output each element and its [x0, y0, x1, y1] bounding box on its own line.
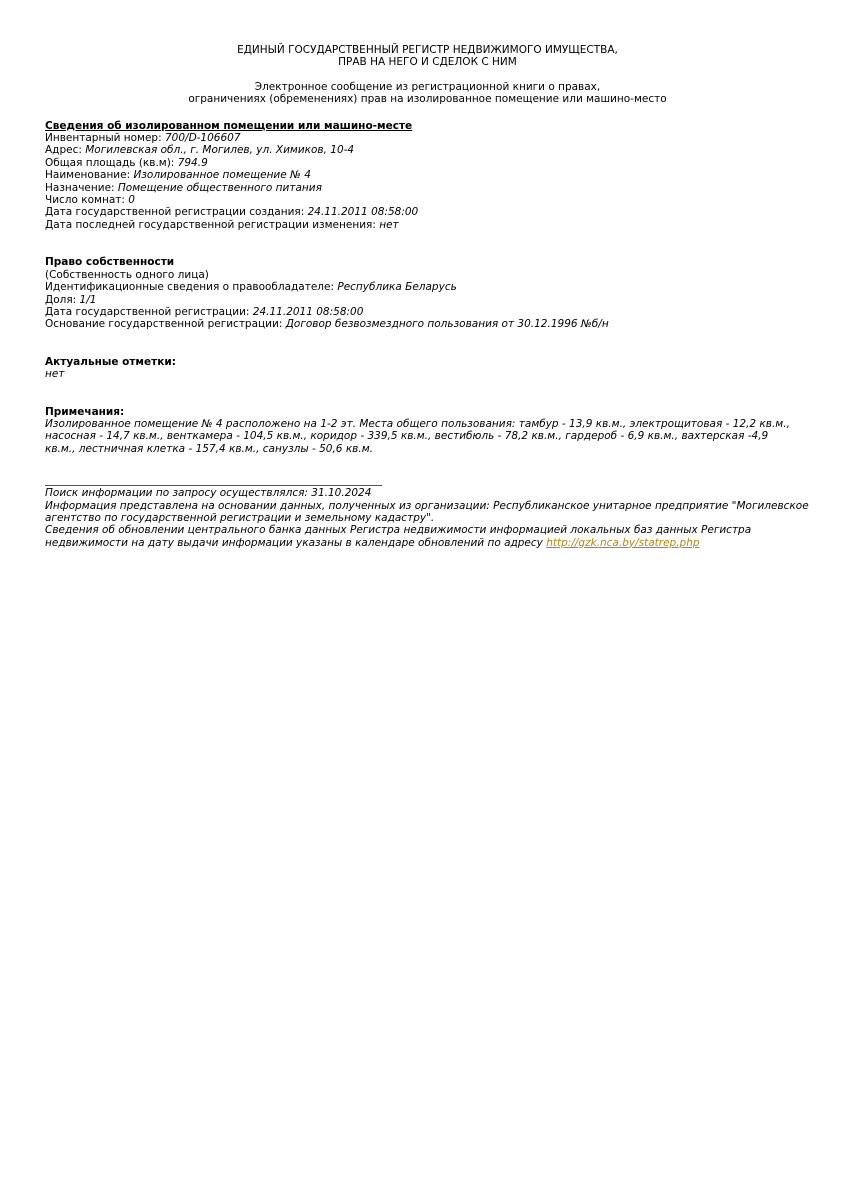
field-value: Могилевская обл., г. Могилев, ул. Химиков, 10-4	[85, 144, 355, 157]
field-label: Идентификационные сведения о правообладателе:	[45, 281, 338, 294]
footer-section	[45, 485, 810, 549]
marks-heading: Актуальные отметки:	[45, 355, 176, 368]
field-last-change-registration-date	[45, 219, 810, 231]
field-value: 24.11.2011 08:58:00	[307, 206, 419, 219]
footer-divider	[45, 485, 382, 486]
notes-line-3: кв.м., лестничная клетка - 157,4 кв.м., санузлы - 50,6 кв.м.	[45, 442, 373, 455]
field-total-area	[45, 157, 810, 169]
ownership-type: (Собственность одного лица)	[45, 268, 209, 281]
title-line-1: ЕДИНЫЙ ГОСУДАРСТВЕННЫЙ РЕГИСТР НЕДВИЖИМОГО ИМУЩЕСТВА,	[237, 44, 618, 56]
statrep-link[interactable]: http://gzk.nca.by/statrep.php	[546, 536, 700, 549]
footer-search-date: Поиск информации по запросу осуществлялся: 31.10.2024	[45, 487, 372, 500]
field-share	[45, 294, 810, 306]
title-line-2: ПРАВ НА НЕГО И СДЕЛОК С НИМ	[338, 56, 517, 69]
field-name	[45, 169, 810, 181]
field-label: Доля:	[45, 293, 80, 306]
field-label: Основание государственной регистрации:	[45, 318, 286, 331]
document-title	[45, 44, 810, 69]
footer-update-line-1: Сведения об обновлении центрального банка данных Регистра недвижимости информацией локальных баз данных Регистра	[45, 524, 752, 537]
field-label: Дата последней государственной регистрации изменения:	[45, 218, 380, 231]
marks-value: нет	[45, 368, 65, 381]
footer-source-line-1: Информация представлена на основании данных, полученных из организации: Республиканское унитарное предприятие "Могилевское	[45, 499, 809, 512]
subtitle-line-1: Электронное сообщение из регистрационной книги о правах,	[254, 80, 601, 93]
field-rooms-count	[45, 194, 810, 206]
footer-source-line-2: агентство по государственной регистрации и земельному кадастру".	[45, 511, 435, 524]
notes-section	[45, 406, 810, 456]
field-purpose	[45, 182, 810, 194]
field-value: Помещение общественного питания	[117, 181, 322, 194]
field-creation-registration-date	[45, 206, 810, 218]
field-label: Общая площадь (кв.м):	[45, 156, 178, 169]
field-right-holder	[45, 281, 810, 293]
subtitle-line-2: ограничениях (обременениях) прав на изолированное помещение или машино-место	[188, 93, 667, 106]
field-label: Инвентарный номер:	[45, 132, 165, 145]
document-page	[45, 44, 810, 549]
field-value: Республика Беларусь	[337, 281, 457, 294]
ownership-heading: Право собственности	[45, 256, 175, 269]
field-label: Дата государственной регистрации:	[45, 305, 253, 318]
notes-heading: Примечания:	[45, 405, 125, 418]
field-value: Изолированное помещение № 4	[133, 169, 311, 182]
marks-section	[45, 356, 810, 381]
field-registration-basis	[45, 318, 810, 330]
premises-section	[45, 120, 810, 232]
field-value: 1/1	[79, 293, 97, 306]
field-inventory-number	[45, 132, 810, 144]
notes-line-1: Изолированное помещение № 4 расположено на 1-2 эт. Места общего пользования: тамбур - 13,9 кв.м., электрощитовая - 12,2 кв.м.,	[45, 417, 790, 430]
field-value: Договор безвозмездного пользования от 30.12.1996 №б/н	[285, 318, 609, 331]
document-subtitle	[45, 81, 810, 106]
field-value: 794.9	[177, 156, 208, 169]
field-label: Число комнат:	[45, 194, 129, 207]
field-value: нет	[379, 218, 399, 231]
field-label: Назначение:	[45, 181, 118, 194]
ownership-section	[45, 256, 810, 330]
field-value: 0	[128, 194, 135, 207]
field-label: Наименование:	[45, 169, 134, 182]
field-label: Адрес:	[45, 144, 86, 157]
notes-line-2: насосная - 14,7 кв.м., венткамера - 104,5 кв.м., коридор - 339,5 кв.м., вестибюль - 78,2 кв.м., гардероб - 6,9 кв.м., вахтерская -4,9	[45, 430, 769, 443]
field-value: 24.11.2011 08:58:00	[252, 305, 364, 318]
field-label: Дата государственной регистрации создания:	[45, 206, 308, 219]
footer-update-line-2	[45, 537, 810, 549]
premises-heading: Сведения об изолированном помещении или машино-месте	[45, 119, 413, 132]
field-address	[45, 144, 810, 156]
field-value: 700/D-106607	[164, 132, 241, 145]
field-registration-date	[45, 306, 810, 318]
footer-update-text: недвижимости на дату выдачи информации указаны в календаре обновлений по адресу	[45, 536, 547, 549]
